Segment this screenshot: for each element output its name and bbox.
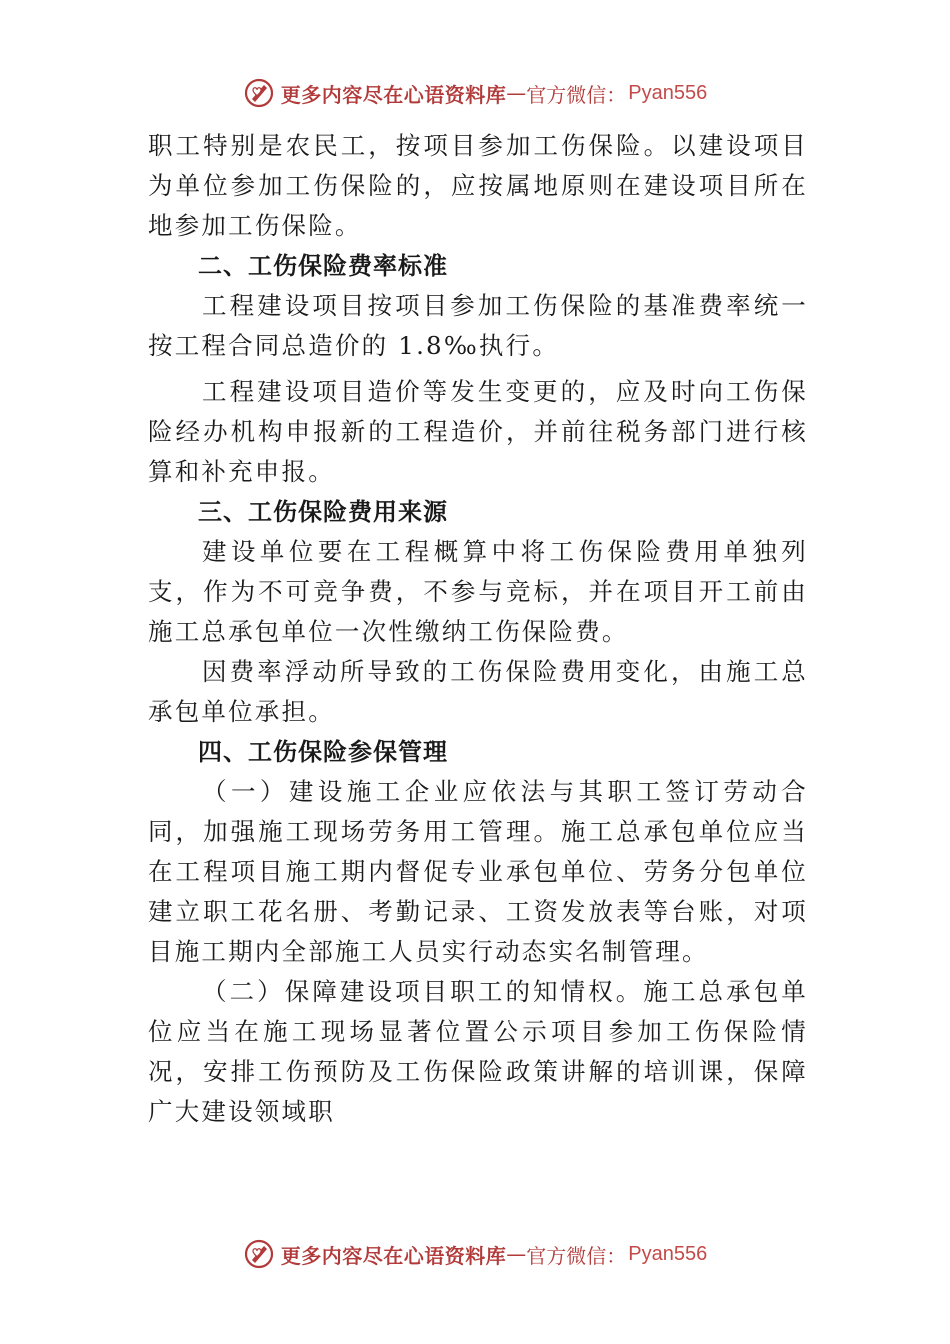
banner-wechat-id: Pyan556 <box>628 81 708 104</box>
document-body <box>148 126 808 1132</box>
section-heading-3: 三、工伤保险费用来源 <box>198 498 448 526</box>
paragraph-item-1: （一）建设施工企业应依法与其职工签订劳动合同，加强施工现场劳务用工管理。施工总承包单位应当在工程项目施工期内督促专业承包单位、劳务分包单位建立职工花名册、考勤记录、工资发放表等台账，对项目施工期内全部施工人员实行动态实名制管理。 <box>148 777 808 966</box>
banner-title: 更多内容尽在心语资料库 <box>280 82 507 107</box>
pen-heart-logo-icon <box>243 1238 275 1270</box>
header-banner <box>0 73 950 113</box>
banner-separator: — <box>506 1242 527 1266</box>
banner-title: 更多内容尽在心语资料库 <box>280 1243 507 1268</box>
paragraph-source: 建设单位要在工程概算中将工伤保险费用单独列支，作为不可竞争费，不参与竞标，并在项目开工前由施工总承包单位一次性缴纳工伤保险费。 <box>148 537 808 646</box>
paragraph-rate: 工程建设项目按项目参加工伤保险的基准费率统一按工程合同总造价的 1.8‰执行。 <box>148 291 808 360</box>
paragraph-change: 工程建设项目造价等发生变更的，应及时向工伤保险经办机构申报新的工程造价，并前往税务部门进行核算和补充申报。 <box>148 377 808 486</box>
banner-wechat-id: Pyan556 <box>628 1242 708 1265</box>
footer-banner <box>0 1234 950 1274</box>
banner-wechat-label: 官方微信： <box>526 82 627 107</box>
pen-heart-logo-icon <box>243 77 275 109</box>
section-heading-4: 四、工伤保险参保管理 <box>198 738 448 766</box>
banner-separator: — <box>506 81 527 105</box>
paragraph-item-2: （二）保障建设项目职工的知情权。施工总承包单位应当在施工现场显著位置公示项目参加工伤保险情况，安排工伤预防及工伤保险政策讲解的培训课，保障广大建设领域职 <box>148 977 808 1126</box>
section-heading-2: 二、工伤保险费率标准 <box>198 252 448 280</box>
banner-wechat-label: 官方微信： <box>526 1243 627 1268</box>
paragraph-floating: 因费率浮动所导致的工伤保险费用变化，由施工总承包单位承担。 <box>148 657 808 726</box>
paragraph-continuation: 职工特别是农民工，按项目参加工伤保险。以建设项目为单位参加工伤保险的，应按属地原则在建设项目所在地参加工伤保险。 <box>148 131 808 240</box>
